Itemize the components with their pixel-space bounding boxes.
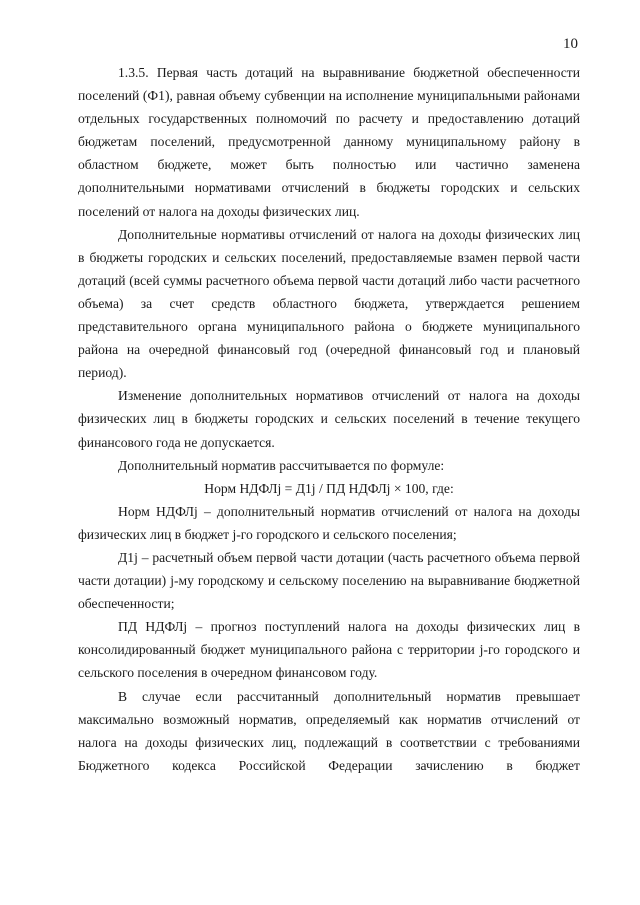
page-number: 10 [563,36,578,52]
paragraph-closing: В случае если рассчитанный дополнительный норматив превышает максимально возможный норматив, определяемый как норматив отчислений от налога на доходы физических лиц, подлежащий в соответствии с требованиями Бюджетного кодекса Российской Федерации зачислению в бюджет [78,688,580,773]
definition-norm-ndfl: Норм НДФЛj – дополнительный норматив отчислений от налога на доходы физических лиц в бюджет j-го городского и сельского поселения; [78,503,580,542]
document-body [78,61,580,777]
paragraph-formula-intro: Дополнительный норматив рассчитывается по формуле: [118,457,445,473]
formula: Норм НДФЛj = Д1j / ПД НДФЛj × 100, где: [204,480,454,496]
definition-d1j: Д1j – расчетный объем первой части дотации (часть расчетного объема первой части дотации) j-му городскому и сельскому поселению на выравнивание бюджетной обеспеченности; [78,549,580,612]
definition-pd-ndfl: ПД НДФЛj – прогноз поступлений налога на доходы физических лиц в консолидированный бюджет муниципального района с территории j-го городского и сельского поселения в очередном финансовом году. [78,619,580,681]
paragraph-first-part-dotations: 1.3.5. Первая часть дотаций на выравнивание бюджетной обеспеченности поселений (Ф1), равная объему субвенции на исполнение муниципальными районами отдельных государственных полномочий по расчету и предоставлению дотаций бюджетам поселений, предусмотренной данному муниципальному району в областном бюджете, может быть полностью или частично заменена дополнительными нормативами отчислений в бюджеты городских и сельских поселений от налога на доходы физических лиц. [78,65,580,219]
paragraph-no-changes: Изменение дополнительных нормативов отчислений от налога на доходы физических лиц в бюджеты городских и сельских поселений в течение текущего финансового года не допускается. [78,388,580,450]
paragraph-additional-norms: Дополнительные нормативы отчислений от налога на доходы физических лиц в бюджеты городских и сельских поселений, предоставляемые взамен первой части дотаций (всей суммы расчетного объема первой части дотаций либо части расчетного объема) за счет средств областного бюджета, утверждается решением представительного органа муниципального района о бюджете муниципального района на очередной финансовый год (очередной финансовый год и плановый период). [78,226,580,381]
